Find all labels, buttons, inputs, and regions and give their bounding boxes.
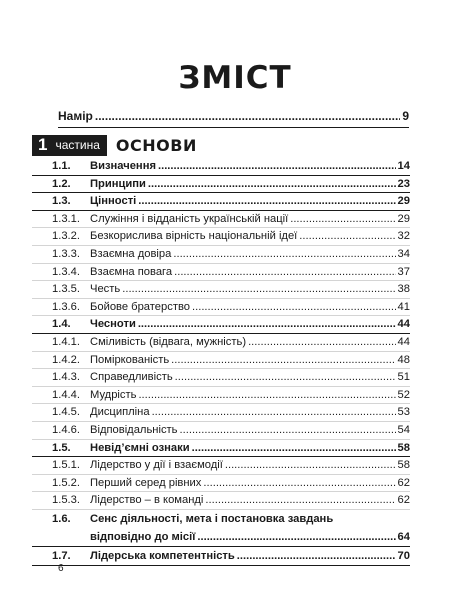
toc-entry-page: 52: [397, 388, 410, 401]
toc-entry[interactable]: [32, 492, 410, 510]
toc-entry-title: Служіння і відданість українській нації: [90, 212, 289, 225]
part-name: ОСНОВИ: [115, 135, 197, 155]
toc-entry-title: Взаємна довіра: [90, 247, 172, 260]
toc-entry-page: 62: [397, 476, 410, 489]
toc-entry-page: 37: [397, 265, 410, 278]
dot-leader: [138, 193, 395, 210]
toc-entry-number: 1.3.5.: [52, 283, 80, 296]
dot-leader: [148, 176, 396, 193]
toc-entry[interactable]: [32, 457, 410, 475]
dot-leader: [248, 334, 395, 351]
toc-entry-title: Визначення: [90, 160, 156, 172]
toc-entry-number: 1.5.2.: [52, 476, 80, 489]
toc-entry[interactable]: [32, 440, 410, 458]
toc-entry-title: Лідерство у дії і взаємодії: [90, 459, 223, 472]
toc-entry-title: відповідно до місії: [90, 530, 196, 543]
toc-entry-number: 1.1.: [52, 160, 71, 172]
toc-entry-page: 53: [397, 406, 410, 419]
dot-leader: [138, 316, 396, 333]
dot-leader: [174, 264, 395, 281]
toc-entry[interactable]: [32, 316, 410, 334]
toc-entry-page: 34: [397, 247, 410, 260]
dot-leader: [299, 228, 395, 245]
toc-entry-number: 1.4.5.: [52, 406, 80, 419]
dot-leader: [192, 299, 396, 316]
toc-entry-page: 41: [397, 300, 410, 313]
toc-entry[interactable]: [32, 158, 410, 176]
toc-entry[interactable]: [32, 387, 410, 405]
toc-entry[interactable]: [32, 299, 410, 317]
dot-leader: [180, 422, 396, 439]
part-number: 1: [38, 135, 48, 154]
toc-entry-number: 1.3.3.: [52, 247, 80, 260]
toc-entry-number: 1.5.3.: [52, 494, 80, 507]
dot-leader: [205, 492, 395, 509]
toc-entry[interactable]: [32, 422, 410, 440]
toc-entry-number: 1.3.1.: [52, 212, 80, 225]
toc-entry-page: 64: [397, 530, 410, 543]
toc-entry-title: Бойове братерство: [90, 300, 190, 313]
toc-entry-title: Безкорислива вірність національній ідеї: [90, 230, 298, 243]
toc-entry-number: 1.4.: [52, 318, 71, 331]
toc-entry-number: 1.4.4.: [52, 388, 80, 401]
toc-entry-number: 1.5.: [52, 441, 71, 454]
toc-entry-title: Принципи: [90, 177, 146, 190]
toc-entry-title: Мудрість: [90, 388, 137, 401]
toc-entry-title: Дисципліна: [90, 406, 150, 419]
toc-entry-title: Відповідальність: [90, 423, 178, 436]
toc-entry-number: 1.6.: [52, 512, 71, 525]
toc-entry[interactable]: [32, 547, 410, 566]
toc-entry-number: 1.5.1.: [52, 459, 80, 472]
dot-leader: [138, 387, 395, 404]
toc-entry[interactable]: [32, 176, 410, 194]
toc-intro-entry[interactable]: [58, 109, 409, 128]
toc-entry-title: Сміливість (відвага, мужність): [90, 335, 247, 348]
toc-entry[interactable]: [32, 334, 410, 352]
toc-entry-title: Чесноти: [90, 318, 136, 331]
toc-entry-page: 29: [397, 195, 410, 208]
toc-entry-page: 70: [397, 549, 410, 562]
toc-entry-page: 38: [397, 283, 410, 296]
toc-entry[interactable]: [32, 264, 410, 282]
toc-entry-number: 1.3.2.: [52, 230, 80, 243]
toc-entry-number: 1.4.6.: [52, 423, 80, 436]
toc-entry-page: 51: [397, 371, 410, 384]
part-header: [32, 133, 197, 157]
dot-leader: [122, 281, 395, 298]
toc-entry-page: 54: [397, 423, 410, 436]
toc-entry-page: 32: [397, 230, 410, 243]
toc-entry[interactable]: [32, 281, 410, 299]
toc-entry-title: Лідерство – в команді: [90, 494, 204, 507]
toc-entry[interactable]: [32, 193, 410, 211]
dot-leader: [171, 352, 395, 369]
toc-entry-number: 1.2.: [52, 177, 71, 190]
toc-entry[interactable]: [32, 211, 410, 229]
toc-entry[interactable]: [32, 510, 410, 528]
toc-entry[interactable]: [32, 369, 410, 387]
page-number: 6: [58, 563, 64, 574]
toc-entry-page: 58: [397, 459, 410, 472]
dot-leader: [290, 211, 395, 228]
toc-entry-title: Лідерська компетентність: [90, 549, 235, 562]
dot-leader: [152, 404, 396, 421]
toc-entry-page: 48: [397, 353, 410, 366]
toc-entry-title: Перший серед рівних: [90, 476, 202, 489]
toc-entry[interactable]: [32, 228, 410, 246]
toc-intro-page: 9: [402, 109, 409, 123]
toc-entry-page: 62: [397, 494, 410, 507]
dot-leader: [95, 109, 400, 123]
dot-leader: [173, 246, 395, 263]
toc-entry-title: Сенс діяльності, мета і постановка завдань: [90, 512, 334, 525]
toc-entry-page: 23: [397, 177, 410, 190]
toc-entry-title: Справедливість: [90, 371, 173, 384]
dot-leader: [158, 158, 396, 175]
part-label-box: [32, 135, 107, 156]
toc-entry[interactable]: [32, 475, 410, 493]
toc-entry-number: 1.4.3.: [52, 371, 80, 384]
toc-entry-title: Цінності: [90, 195, 137, 208]
toc-entry-number: 1.7.: [52, 549, 71, 562]
dot-leader: [237, 547, 396, 565]
toc-entry[interactable]: [32, 246, 410, 264]
toc-entry-page: 58: [397, 441, 410, 454]
toc-entry-page: 44: [397, 318, 410, 331]
dot-leader: [203, 475, 395, 492]
toc-entry-page: 44: [397, 335, 410, 348]
dot-leader: [197, 528, 395, 546]
toc-entry-title: Невід’ємні ознаки: [90, 441, 190, 454]
toc-entry-number: 1.3.4.: [52, 265, 80, 278]
toc-entry-page: 14: [397, 160, 410, 172]
page-title: ЗМІСТ: [178, 60, 292, 96]
toc-entry-number: 1.3.6.: [52, 300, 80, 313]
part-word: частина: [55, 138, 100, 152]
toc-entry[interactable]: [32, 352, 410, 370]
toc-entry-title: Взаємна повага: [90, 265, 173, 278]
toc-entry-number: 1.4.2.: [52, 353, 80, 366]
dot-leader: [175, 369, 396, 386]
toc-entry-title: Честь: [90, 283, 121, 296]
toc-list: [32, 158, 410, 566]
dot-leader: [192, 440, 396, 457]
toc-entry-number: 1.4.1.: [52, 335, 80, 348]
toc-entry-continuation[interactable]: [32, 528, 410, 547]
toc-entry-number: 1.3.: [52, 195, 71, 208]
toc-entry-page: 29: [397, 212, 410, 225]
toc-entry-title: Поміркованість: [90, 353, 170, 366]
toc-entry[interactable]: [32, 404, 410, 422]
dot-leader: [225, 457, 396, 474]
toc-intro-label: Намір: [58, 109, 93, 123]
